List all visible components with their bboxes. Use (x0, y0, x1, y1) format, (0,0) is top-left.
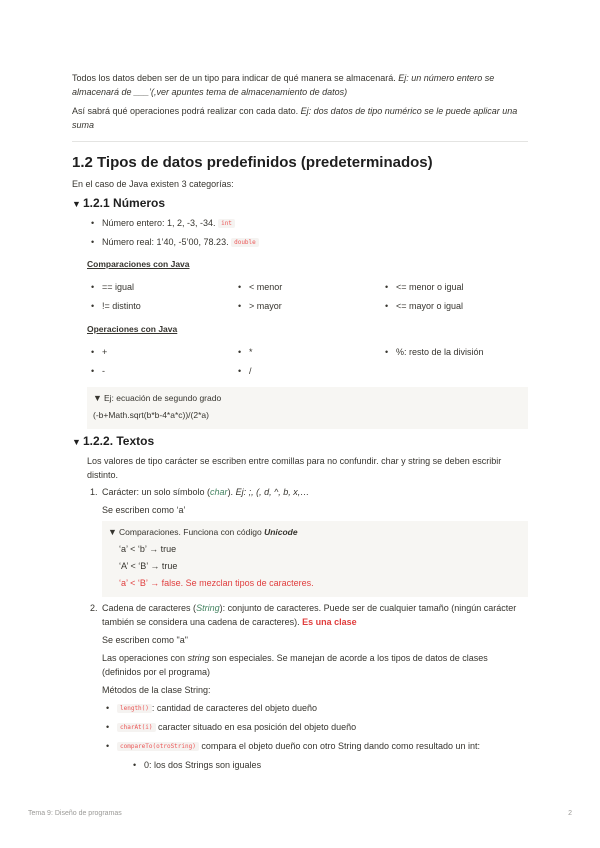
numeros-list (87, 216, 528, 250)
inline-code: double (231, 238, 259, 247)
ejemplo-toggle-block[interactable] (87, 387, 528, 429)
toggle-down-icon[interactable]: ▼ (72, 199, 81, 209)
inline-code: compareTo(otroString) (117, 742, 199, 751)
comparaciones-toggle-header[interactable]: ▼ Comparaciones. Funciona con código Unicode (108, 525, 520, 540)
textos-numbered-list (87, 485, 528, 772)
type-string: String (196, 603, 220, 613)
list-item: • <= menor o igual (381, 280, 528, 294)
comparaciones-label: Comparaciones con Java (87, 259, 190, 269)
type-char: char (210, 487, 228, 497)
textos-body (87, 454, 528, 772)
cadena-special: Las operaciones con string son especiales. Se manejan de acorde a los tipos de datos de clases (definidos por el programa) (102, 653, 488, 677)
operaciones-label: Operaciones con Java (87, 324, 178, 334)
list-item: • Número real: 1’40, -5’00, 78.23. double (87, 235, 528, 250)
list-item: • length() : cantidad de caracteres del objeto dueño (102, 701, 528, 716)
list-item: • + (87, 345, 234, 359)
list-item: • - (87, 364, 234, 378)
list-item: • > mayor (234, 299, 381, 313)
textos-heading[interactable]: ▼ 1.2.2. Textos (72, 434, 155, 448)
list-item-caracter: 1. Carácter: un solo símbolo (char). Ej: ;, (, d, ^, b, x,… Se escriben como ‘a’ ▼ Comparaciones. Funciona con código Unicode ‘a’ < ‘b’ → true ‘A’ < ‘B’ → true ‘a’ < ‘B’ → false. Se mezclan tipos de caracteres. (87, 485, 528, 597)
metodos-label: Métodos de la clase String: (102, 685, 211, 695)
list-item: • <= mayor o igual (381, 299, 528, 313)
intro-block (72, 71, 528, 142)
inline-code: charAt(i) (117, 723, 156, 732)
comparison-line-false: ‘a’ < ‘B’ → false. Se mezclan tipos de caracteres. (119, 578, 314, 588)
list-item: • < menor (234, 280, 381, 294)
list-item: • compareTo(otroString) compara el objeto dueño con otro String dando como resultado un int: • 0: los dos Strings son iguales (102, 739, 528, 772)
list-item: • 0: los dos Strings son iguales (129, 758, 528, 772)
operaciones-col (381, 340, 528, 383)
operaciones-grid (87, 340, 528, 383)
toggle-down-icon[interactable]: ▼ (72, 437, 81, 447)
list-item: • %: resto de la división (381, 345, 528, 359)
metodos-list (102, 701, 528, 772)
comparaciones-col (87, 275, 234, 318)
comparaciones-toggle-block[interactable] (102, 521, 528, 597)
ejemplo-formula: (-b+Math.sqrt(b*b-4*a*c))/(2*a) (93, 410, 209, 420)
cadena-note: Se escriben como "a" (102, 635, 188, 645)
textos-lead: Los valores de tipo carácter se escriben entre comillas para no confundir. char y string se deben escribir distinto. (87, 456, 502, 480)
toggle-down-icon[interactable]: ▼ (108, 527, 117, 537)
list-item-cadena: 2. Cadena de caracteres (String): conjunto de caracteres. Puede ser de cualquier tamaño (ningún carácter también se considera una cadena de caracteres). Es una clase Se escriben como "a" Las operaciones con string son especiales. Se manejan de acorde a los tipos de datos de clases (definidos por el programa) Métodos de la clase String: • length() : cantidad de caracteres del objeto dueño • charAt(i) caracter situado en esa posición del objeto dueño • compareTo(otroString) compara el objeto dueño con otro String dando como resultado un int: • 0: los dos Strings son iguales (87, 601, 528, 772)
ejemplo-toggle-header[interactable]: ▼ Ej: ecuación de segundo grado (93, 391, 520, 406)
list-item: • / (234, 364, 381, 378)
toggle-down-icon[interactable]: ▼ (93, 393, 102, 403)
list-item: • Número entero: 1, 2, -3, -34. int (87, 216, 528, 231)
list-item: • != distinto (87, 299, 234, 313)
inline-code: length() (117, 704, 152, 713)
footer-title: Tema 9: Diseño de programas (28, 810, 122, 817)
operaciones-col (87, 340, 234, 383)
numeros-heading[interactable]: ▼ 1.2.1 Números (72, 196, 166, 210)
page-content (72, 71, 528, 776)
list-item: • == igual (87, 280, 234, 294)
operaciones-col (234, 340, 381, 383)
intro-paragraph-2: Así sabrá qué operaciones podrá realizar con cada dato. Ej: dos datos de tipo numérico se le puede aplicar una suma (72, 106, 518, 130)
comparaciones-col (381, 275, 528, 318)
sub-list (129, 758, 528, 772)
inline-code: int (218, 219, 235, 228)
comparison-line: ‘A’ < ‘B’ → true (119, 561, 178, 571)
comparaciones-grid (87, 275, 528, 318)
intro-paragraph-1: Todos los datos deben ser de un tipo para indicar de qué manera se almacenará. Ej: un número entero se almacenará de ___’(,ver apuntes tema de almacenamiento de datos) (72, 73, 495, 97)
comparison-line: ‘a’ < ‘b’ → true (119, 544, 177, 554)
caracter-note: Se escriben como ‘a’ (102, 505, 186, 515)
numeros-body (87, 216, 528, 429)
list-item: • * (234, 345, 381, 359)
page-number: 2 (568, 810, 572, 817)
list-item: • charAt(i) caracter situado en esa posición del objeto dueño (102, 720, 528, 735)
comparaciones-col (234, 275, 381, 318)
section-lead: En el caso de Java existen 3 categorías: (72, 179, 234, 189)
clase-highlight: Es una clase (302, 617, 357, 627)
section-heading: 1.2 Tipos de datos predefinidos (predeterminados) (72, 154, 433, 171)
